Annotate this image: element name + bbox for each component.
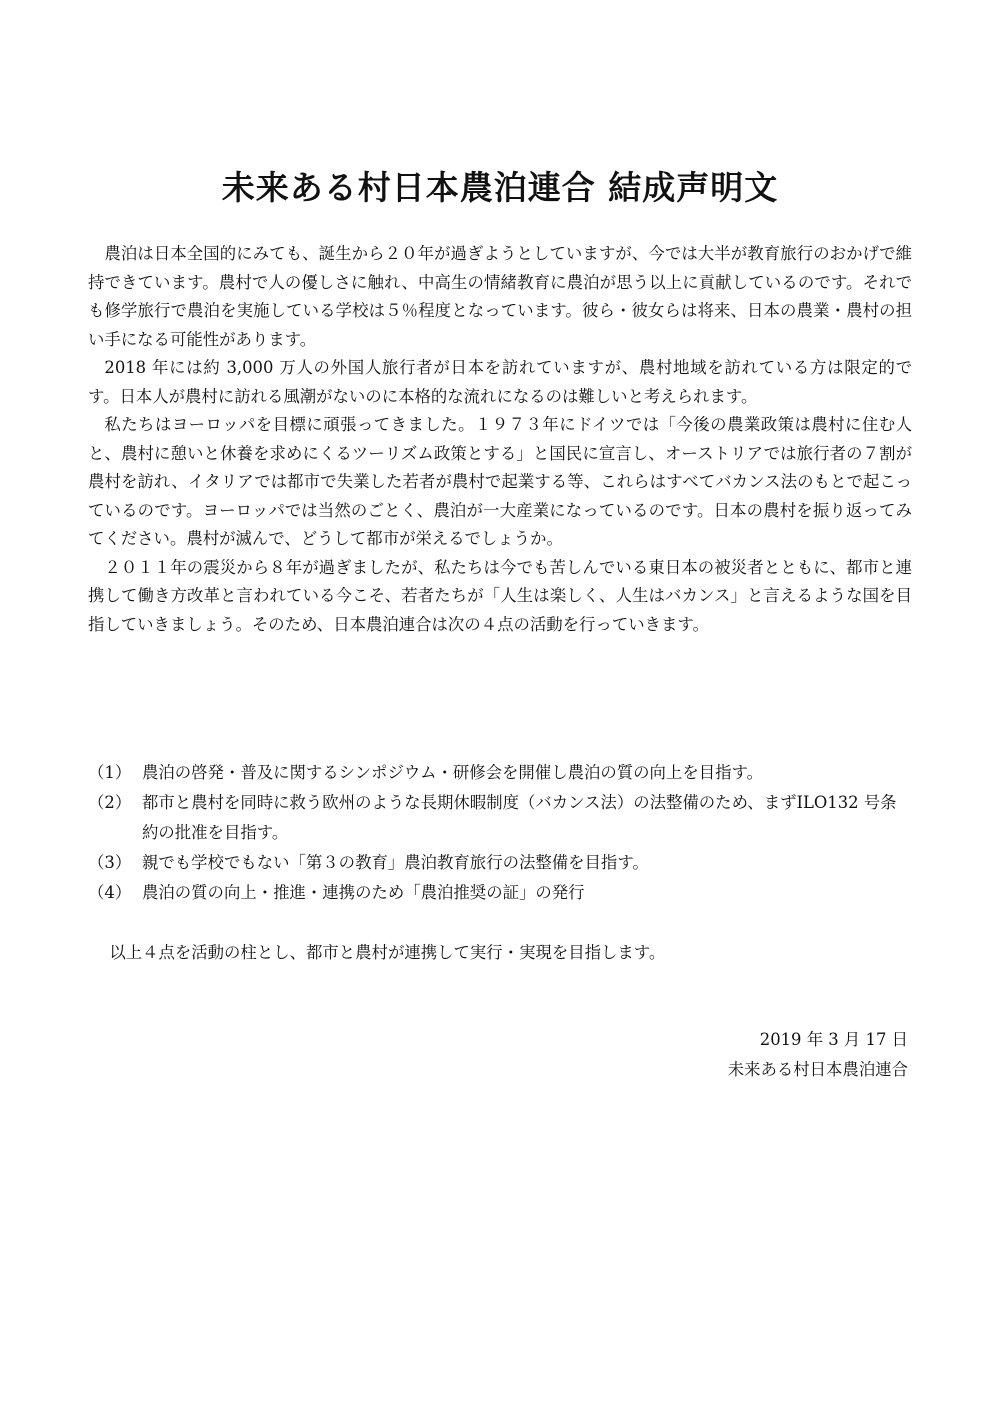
closing-statement: 以上４点を活動の柱とし、都市と農村が連携して実行・実現を目指します。	[109, 943, 666, 962]
activity-text: 農泊の啓発・普及に関するシンポジウム・研修会を開催し農泊の質の向上を目指す。	[142, 763, 763, 782]
activity-number: （3）	[88, 853, 132, 872]
activity-text: 親でも学校でもない「第３の教育」農泊教育旅行の法整備を目指す。	[142, 853, 649, 872]
paragraph-4: ２０１１年の震災から８年が過ぎましたが、私たちは今でも苦しんでいる東日本の被災者とともに、都市と連携して働き方改革と言われている今こそ、若者たちが「人生は楽しく、人生はバカンス」と言えるような国を目指していきましょう。そのため、日本農泊連合は次の４点の活動を行っていきます。	[88, 557, 912, 634]
document-date: 2019 年 3 月 17 日	[759, 1030, 908, 1049]
paragraph-1: 農泊は日本全国的にみても、誕生から２０年が過ぎようとしていますが、今では大半が教育旅行のおかげで維持できています。農村で人の優しさに触れ、中高生の情緒教育に農泊が思う以上に貢献しているのです。それでも修学旅行で農泊を実施している学校は５％程度となっています。彼ら・彼女らは将来、日本の農業・農村の担い手になる可能性があります。	[88, 244, 912, 349]
activity-item-4	[88, 878, 912, 908]
activity-item-1	[88, 758, 912, 788]
statement-body	[88, 240, 912, 639]
activity-item-3	[88, 848, 912, 878]
activity-text: 都市と農村を同時に救う欧州のような長期休暇制度（バカンス法）の法整備のため、まずILO132 号条約の批准を目指す。	[142, 793, 897, 842]
paragraph-3: 私たちはヨーロッパを目標に頑張ってきました。１９７３年にドイツでは「今後の農業政策は農村に住む人と、農村に憩いと休養を求めにくるツーリズム政策とする」と国民に宣言し、オーストリアでは旅行者の７割が農村を訪れ、イタリアでは都市で失業した若者が農村で起業する等、これらはすべてバカンス法のもとで起こっているのです。ヨーロッパでは当然のごとく、農泊が一大産業になっているのです。日本の農村を振り返ってみてください。農村が滅んで、どうして都市が栄えるでしょうか。	[88, 415, 912, 548]
activity-text: 農泊の質の向上・推進・連携のため「農泊推奨の証」の発行	[142, 883, 585, 902]
activity-number: （4）	[88, 883, 132, 902]
activity-list	[88, 758, 912, 908]
activity-item-2	[88, 788, 912, 848]
paragraph-2: 2018 年には約 3,000 万人の外国人旅行者が日本を訪れていますが、農村地域を訪れている方は限定的です。日本人が農村に訪れる風潮がないのに本格的な流れになるのは難しいと考えられます。	[88, 358, 912, 406]
activity-number: （2）	[88, 793, 132, 812]
signer-name: 未来ある村日本農泊連合	[727, 1060, 908, 1079]
activity-number: （1）	[88, 763, 132, 782]
document-title: 未来ある村日本農泊連合 結成声明文	[221, 168, 779, 207]
